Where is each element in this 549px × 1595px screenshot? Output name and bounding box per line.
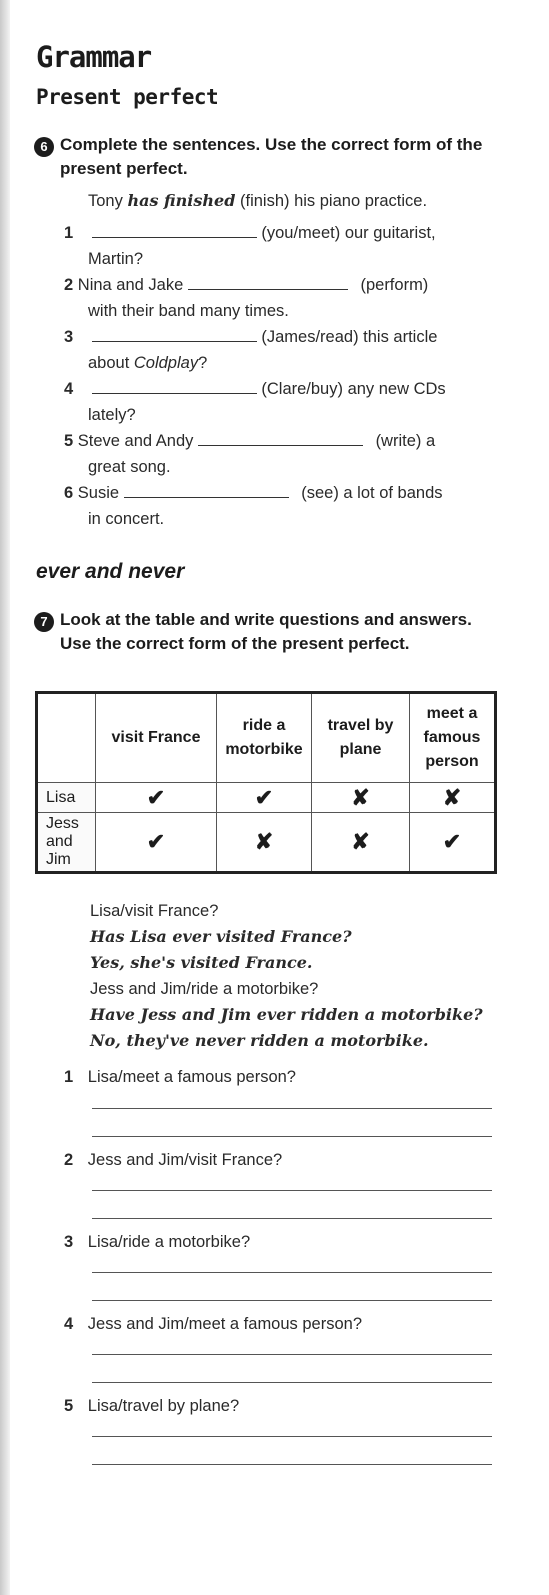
exercise-number-badge: 6 bbox=[34, 137, 54, 157]
list-item bbox=[64, 220, 504, 272]
item-number: 3 bbox=[64, 328, 74, 346]
section-heading-ever-never: ever and never bbox=[36, 560, 185, 583]
list-item bbox=[64, 272, 504, 324]
answer-line[interactable] bbox=[92, 1136, 492, 1137]
answer-line[interactable] bbox=[92, 1354, 492, 1355]
question-prompt: Lisa/meet a famous person? bbox=[87, 1068, 296, 1086]
table-header-cell bbox=[37, 693, 96, 783]
example-subject: Tony bbox=[88, 192, 123, 210]
question-prompt: Jess and Jim/visit France? bbox=[87, 1151, 283, 1169]
table-row-name: Jess and Jim bbox=[37, 813, 96, 873]
table-mark: ✔ bbox=[217, 783, 312, 813]
item-text: with their band many times. bbox=[88, 302, 289, 320]
question-item bbox=[64, 1393, 239, 1419]
list-item bbox=[64, 324, 504, 376]
question-item bbox=[64, 1147, 282, 1173]
worked-examples bbox=[90, 898, 530, 1054]
answer-blank[interactable] bbox=[124, 497, 289, 498]
question-item bbox=[64, 1229, 250, 1255]
answer-blank[interactable] bbox=[92, 237, 257, 238]
exercise-number-badge: 7 bbox=[34, 612, 54, 632]
page-title: Grammar bbox=[36, 40, 152, 74]
answer-line[interactable] bbox=[92, 1218, 492, 1219]
answer-blank[interactable] bbox=[92, 341, 257, 342]
item-text: (perform) bbox=[360, 276, 429, 294]
answer-line[interactable] bbox=[92, 1382, 492, 1383]
table-mark: ✘ bbox=[410, 783, 496, 813]
section-heading-present-perfect: Present perfect bbox=[36, 85, 219, 109]
example-answer: No, they've never ridden a motorbike. bbox=[90, 1031, 429, 1050]
answer-line[interactable] bbox=[92, 1190, 492, 1191]
item-text: (see) a lot of bands bbox=[301, 484, 443, 502]
item-text: about Coldplay? bbox=[88, 354, 208, 372]
example-answer: has finished bbox=[127, 191, 236, 210]
answer-blank[interactable] bbox=[92, 393, 257, 394]
example-rest: (finish) his piano practice. bbox=[239, 192, 428, 210]
table-mark: ✘ bbox=[312, 783, 410, 813]
example-answer: Yes, she's visited France. bbox=[90, 953, 313, 972]
question-prompt: Jess and Jim/meet a famous person? bbox=[87, 1315, 362, 1333]
list-item bbox=[64, 480, 504, 532]
table-mark: ✘ bbox=[217, 813, 312, 873]
exercise-instruction: Complete the sentences. Use the correct form of the present perfect. bbox=[60, 135, 483, 178]
question-prompt: Lisa/ride a motorbike? bbox=[87, 1233, 251, 1251]
question-item bbox=[64, 1064, 296, 1090]
table-mark: ✔ bbox=[410, 813, 496, 873]
item-number: 6 bbox=[64, 484, 74, 502]
question-item bbox=[64, 1311, 362, 1337]
example-question: Has Lisa ever visited France? bbox=[90, 927, 352, 946]
table-row bbox=[37, 813, 496, 873]
item-text: Nina and Jake bbox=[77, 276, 184, 294]
item-text: (write) a bbox=[375, 432, 436, 450]
item-text: Susie bbox=[77, 484, 120, 502]
question-number: 5 bbox=[64, 1397, 74, 1415]
item-text: Steve and Andy bbox=[77, 432, 194, 450]
table-header-cell: ride a motorbike bbox=[217, 693, 312, 783]
item-text: (Clare/buy) any new CDs bbox=[261, 380, 446, 398]
answer-line[interactable] bbox=[92, 1108, 492, 1109]
table-mark: ✔ bbox=[96, 783, 217, 813]
example-prompt: Jess and Jim/ride a motorbike? bbox=[90, 980, 319, 998]
item-number: 2 bbox=[64, 276, 74, 294]
answer-blank[interactable] bbox=[198, 445, 363, 446]
exercise-instruction: Look at the table and write questions and answers. Use the correct form of the present perfect. bbox=[60, 610, 472, 653]
question-prompt: Lisa/travel by plane? bbox=[87, 1397, 240, 1415]
list-item bbox=[64, 376, 504, 428]
table-mark: ✘ bbox=[312, 813, 410, 873]
experience-table bbox=[35, 691, 497, 874]
item-text: lately? bbox=[88, 406, 136, 424]
example-sentence bbox=[88, 188, 508, 214]
question-number: 3 bbox=[64, 1233, 74, 1251]
table-header-cell: visit France bbox=[96, 693, 217, 783]
answer-line[interactable] bbox=[92, 1464, 492, 1465]
item-text: Martin? bbox=[88, 250, 144, 268]
question-number: 2 bbox=[64, 1151, 74, 1169]
item-text: in concert. bbox=[88, 510, 165, 528]
table-header-cell: meet a famous person bbox=[410, 693, 496, 783]
table-header-cell: travel by plane bbox=[312, 693, 410, 783]
item-text: great song. bbox=[88, 458, 171, 476]
table-row-name: Lisa bbox=[37, 783, 96, 813]
table-mark: ✔ bbox=[96, 813, 217, 873]
item-number: 4 bbox=[64, 380, 74, 398]
answer-line[interactable] bbox=[92, 1272, 492, 1273]
answer-line[interactable] bbox=[92, 1436, 492, 1437]
question-number: 1 bbox=[64, 1068, 74, 1086]
answer-blank[interactable] bbox=[188, 289, 348, 290]
item-number: 5 bbox=[64, 432, 74, 450]
example-question: Have Jess and Jim ever ridden a motorbike? bbox=[90, 1005, 483, 1024]
example-prompt: Lisa/visit France? bbox=[90, 902, 219, 920]
page-edge-shadow bbox=[0, 0, 10, 1595]
answer-line[interactable] bbox=[92, 1300, 492, 1301]
item-text: (you/meet) our guitarist, bbox=[261, 224, 436, 242]
list-item bbox=[64, 428, 504, 480]
table-row bbox=[37, 783, 496, 813]
item-number: 1 bbox=[64, 224, 74, 242]
item-text: (James/read) this article bbox=[261, 328, 438, 346]
question-number: 4 bbox=[64, 1315, 74, 1333]
